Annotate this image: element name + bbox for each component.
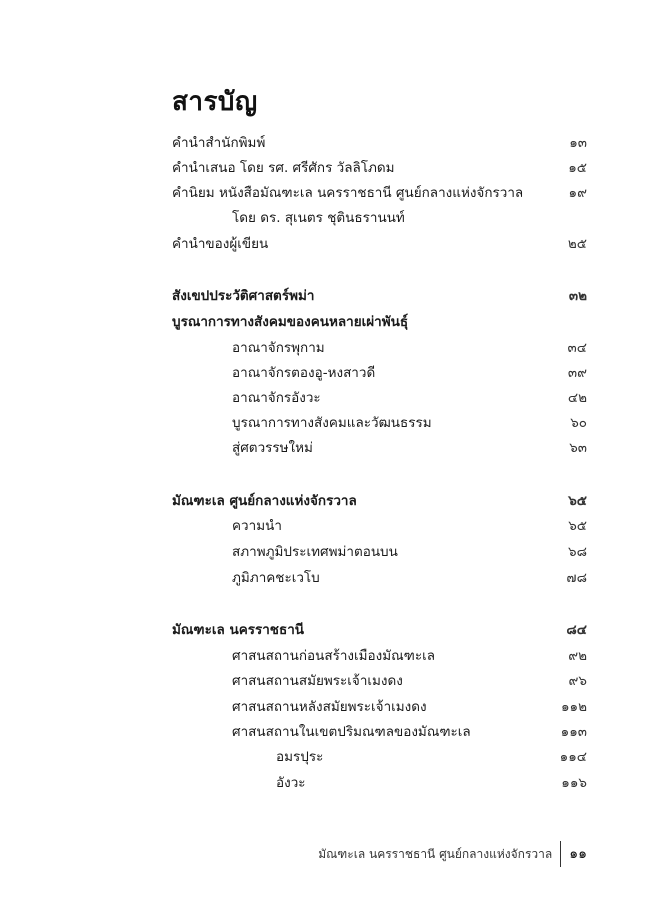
toc-entry — [172, 336, 587, 360]
toc-entry-page: ๑๙ — [568, 185, 587, 201]
toc-entry-label: สังเขปประวัติศาสตร์พม่า — [172, 288, 315, 304]
footer-divider — [560, 841, 561, 867]
toc-entry-page: ๙๖ — [568, 673, 587, 689]
toc-entry-label: ศาสนสถานก่อนสร้างเมืองมัณฑะเล — [232, 648, 435, 664]
toc-entry-page: ๓๒ — [568, 288, 587, 304]
page-footer — [318, 842, 587, 866]
toc-entry-label: ความนำ — [232, 518, 282, 534]
toc-entry-page: ๒๕ — [567, 236, 587, 252]
toc-entry — [172, 771, 587, 795]
toc-entry-page: ๑๑๔ — [559, 749, 587, 765]
toc-entry-page: ๖๕ — [568, 493, 587, 509]
toc-entry-label: สู่ศตวรรษใหม่ — [232, 440, 313, 456]
toc-entry-label: มัณฑะเล นครราชธานี — [172, 622, 305, 638]
toc-entry-label: ศาสนสถานหลังสมัยพระเจ้าเมงดง — [232, 699, 427, 715]
toc-entry-page: ๖๓ — [569, 440, 587, 456]
toc-entry-page: ๔๒ — [567, 390, 587, 406]
toc-entry — [172, 745, 587, 769]
toc-entry-label: คำนิยม หนังสือมัณฑะเล นครราชธานี ศูนย์กลางแห่งจักรวาล — [172, 185, 524, 201]
toc-entry-label: สภาพภูมิประเทศพม่าตอนบน — [232, 544, 398, 560]
toc-entry-page: ๑๓ — [569, 135, 587, 151]
toc-entry-label: ภูมิภาคชะเวโบ — [232, 570, 320, 586]
toc-entry-label: ศาสนสถานในเขตปริมณฑลของมัณฑะเล — [232, 724, 471, 740]
toc-entry-label: อาณาจักรพุกาม — [232, 340, 325, 356]
toc-entry — [172, 131, 587, 155]
toc-entry-label: คำนำของผู้เขียน — [172, 236, 269, 252]
toc-entry-page: ๖๕ — [568, 518, 587, 534]
toc-entry-label: โดย ดร. สุเนตร ชุตินธรานนท์ — [232, 210, 405, 226]
toc-entry-label: บูรณาการทางสังคมของคนหลายเผ่าพันธุ์ — [172, 314, 409, 330]
toc-section-heading — [172, 310, 587, 334]
toc-entry-label: ศาสนสถานสมัยพระเจ้าเมงดง — [232, 673, 403, 689]
toc-section-heading — [172, 489, 587, 513]
toc-entry-page: ๖๐ — [570, 415, 587, 431]
toc-entry-page: ๓๔ — [567, 340, 587, 356]
toc-entry-page: ๓๙ — [567, 365, 587, 381]
toc-entry — [172, 411, 587, 435]
toc-entry-page: ๘๔ — [566, 622, 587, 638]
toc-entry-page: ๙๒ — [568, 648, 587, 664]
toc-entry-page: ๗๘ — [566, 570, 587, 586]
toc-entry — [172, 644, 587, 668]
toc-entry-label: คำนำสำนักพิมพ์ — [172, 135, 266, 151]
toc-entry-page: ๖๘ — [568, 544, 587, 560]
page-number: ๑๑ — [569, 846, 587, 862]
toc-entry — [172, 540, 587, 564]
toc-entry-label: อังวะ — [276, 775, 306, 791]
running-title: มัณฑะเล นครราชธานี ศูนย์กลางแห่งจักรวาล — [318, 846, 553, 861]
toc-entry-label: คำนำเสนอ โดย รศ. ศรีศักร วัลลิโภดม — [172, 160, 395, 176]
toc-entry — [172, 386, 587, 410]
toc-entry-page: ๑๑๖ — [561, 775, 587, 791]
toc-entry — [172, 156, 587, 180]
toc-entry — [172, 181, 587, 205]
toc-entry — [172, 695, 587, 719]
toc-entry-page: ๑๑๓ — [560, 724, 587, 740]
toc-entry — [172, 514, 587, 538]
toc-entry-label: อมรปุระ — [276, 749, 324, 765]
toc-entry — [172, 669, 587, 693]
toc-entry — [172, 720, 587, 744]
toc-entry-label: อาณาจักรตองอู-หงสาวดี — [232, 365, 376, 381]
toc-entry — [172, 566, 587, 590]
toc-entry-page: ๑๑๒ — [560, 699, 587, 715]
toc-section-heading — [172, 284, 587, 308]
toc-entry — [172, 232, 587, 256]
toc-entry-label: มัณฑะเล ศูนย์กลางแห่งจักรวาล — [172, 493, 357, 509]
toc-entry-label: อาณาจักรอังวะ — [232, 390, 321, 406]
toc-entry — [172, 436, 587, 460]
toc-entry-label: บูรณาการทางสังคมและวัฒนธรรม — [232, 415, 432, 431]
toc-entry — [172, 206, 587, 230]
toc-entry-page: ๑๕ — [568, 160, 587, 176]
page-title: สารบัญ — [172, 87, 258, 118]
toc-entry — [172, 361, 587, 385]
toc-section-heading — [172, 618, 587, 642]
